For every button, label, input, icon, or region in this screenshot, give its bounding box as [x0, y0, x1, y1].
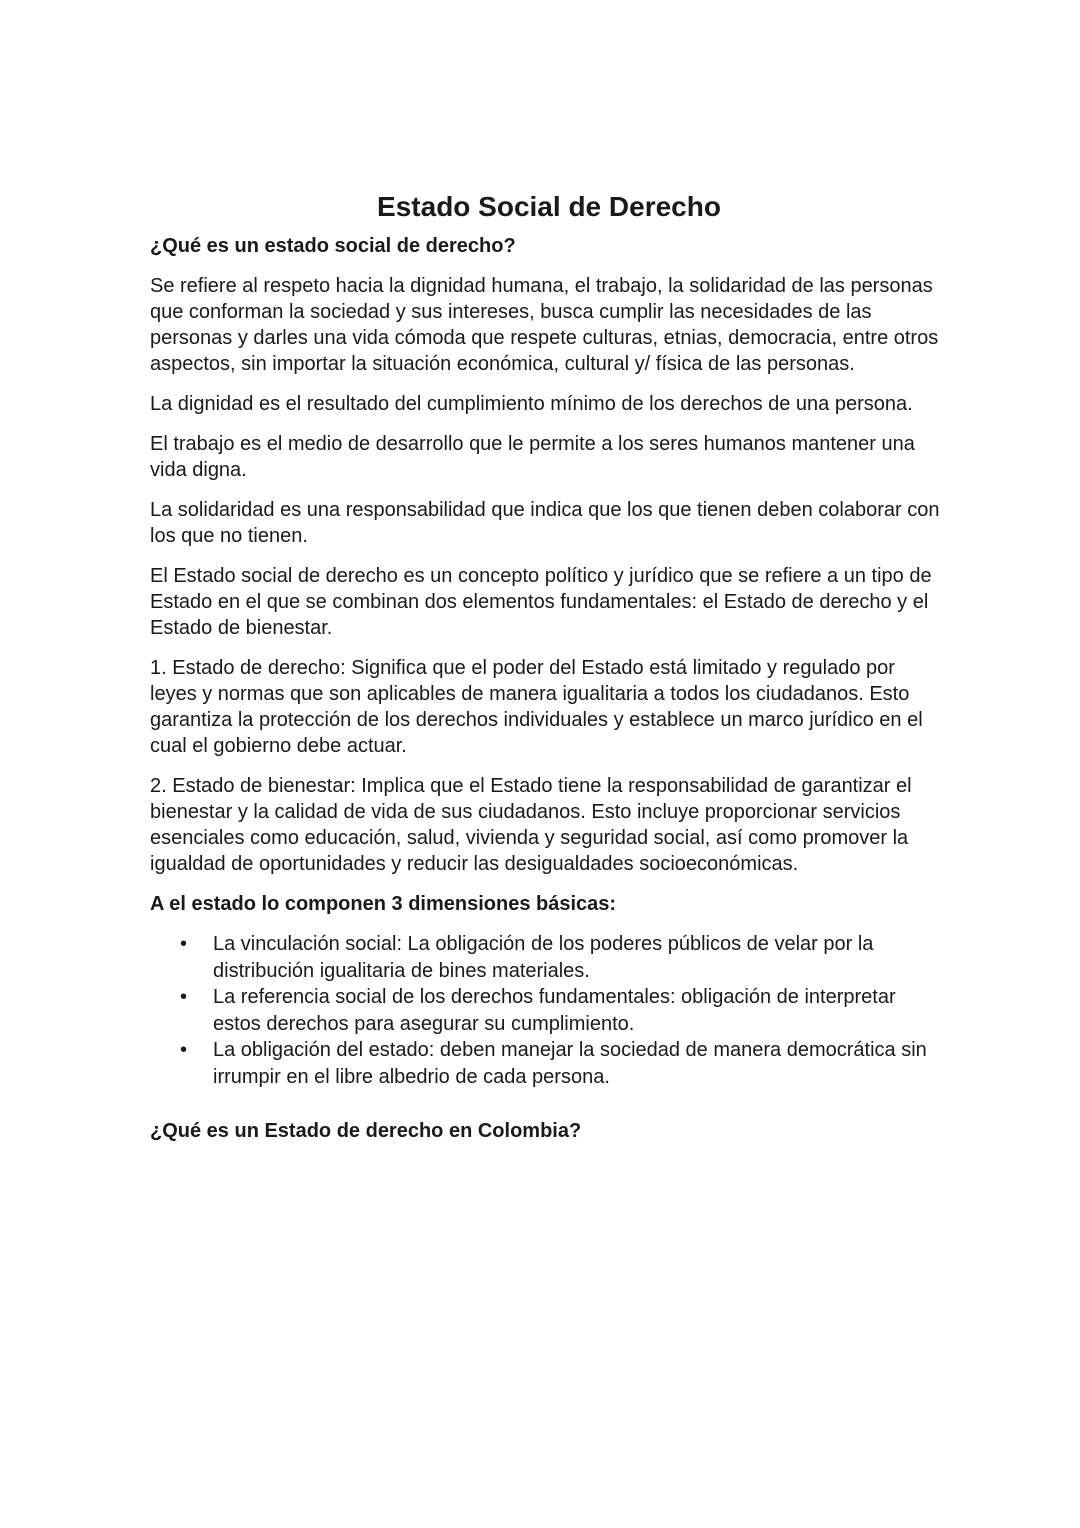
list-item-text: La referencia social de los derechos fundamentales: obligación de interpretar estos derechos para asegurar su cumplimiento. — [213, 986, 896, 1035]
document-page — [150, 190, 940, 1158]
list-item-text: La obligación del estado: deben manejar la sociedad de manera democrática sin irrumpir en el libre albedrio de cada persona. — [213, 1039, 927, 1088]
document-title: Estado Social de Derecho — [377, 191, 721, 222]
bullet-icon: • — [180, 1039, 188, 1061]
list-item-text: La vinculación social: La obligación de los poderes públicos de velar por la distribución igualitaria de bines materiales. — [213, 933, 874, 982]
paragraph-work: El trabajo es el medio de desarrollo que le permite a los seres humanos mantener una vida digna. — [150, 433, 915, 481]
bullet-icon: • — [180, 933, 188, 955]
paragraph-solidarity: La solidaridad es una responsabilidad que indica que los que tienen deben colaborar con los que no tienen. — [150, 499, 940, 547]
dimensions-list — [150, 931, 940, 1090]
section-heading-colombia: ¿Qué es un Estado de derecho en Colombia? — [150, 1120, 582, 1142]
paragraph-dignity: La dignidad es el resultado del cumplimiento mínimo de los derechos de una persona. — [150, 393, 913, 415]
list-item — [150, 1037, 940, 1090]
list-item — [150, 931, 940, 984]
paragraph-definition: Se refiere al respeto hacia la dignidad humana, el trabajo, la solidaridad de las personas que conforman la sociedad y sus intereses, busca cumplir las necesidades de las personas y darles una vida cómoda que respete culturas, etnias, democracia, entre otros aspectos, sin importar la situación económica, cultural y/ física de las personas. — [150, 275, 939, 375]
section-heading-what-is: ¿Qué es un estado social de derecho? — [150, 235, 516, 257]
paragraph-rule-of-law: 1. Estado de derecho: Significa que el poder del Estado está limitado y regulado por leyes y normas que son aplicables de manera igualitaria a todos los ciudadanos. Esto garantiza la protección de los derechos individuales y establece un marco jurídico en el cual el gobierno debe actuar. — [150, 657, 923, 757]
section-heading-dimensions: A el estado lo componen 3 dimensiones básicas: — [150, 893, 617, 915]
list-item — [150, 984, 940, 1037]
paragraph-welfare-state: 2. Estado de bienestar: Implica que el Estado tiene la responsabilidad de garantizar el bienestar y la calidad de vida de sus ciudadanos. Esto incluye proporcionar servicios esenciales como educación, salud, vivienda y seguridad social, así como promover la igualdad de oportunidades y reducir las desigualdades socioeconómicas. — [150, 775, 912, 875]
paragraph-concept: El Estado social de derecho es un concepto político y jurídico que se refiere a un tipo de Estado en el que se combinan dos elementos fundamentales: el Estado de derecho y el Estado de bienestar. — [150, 565, 932, 639]
bullet-icon: • — [180, 986, 188, 1008]
